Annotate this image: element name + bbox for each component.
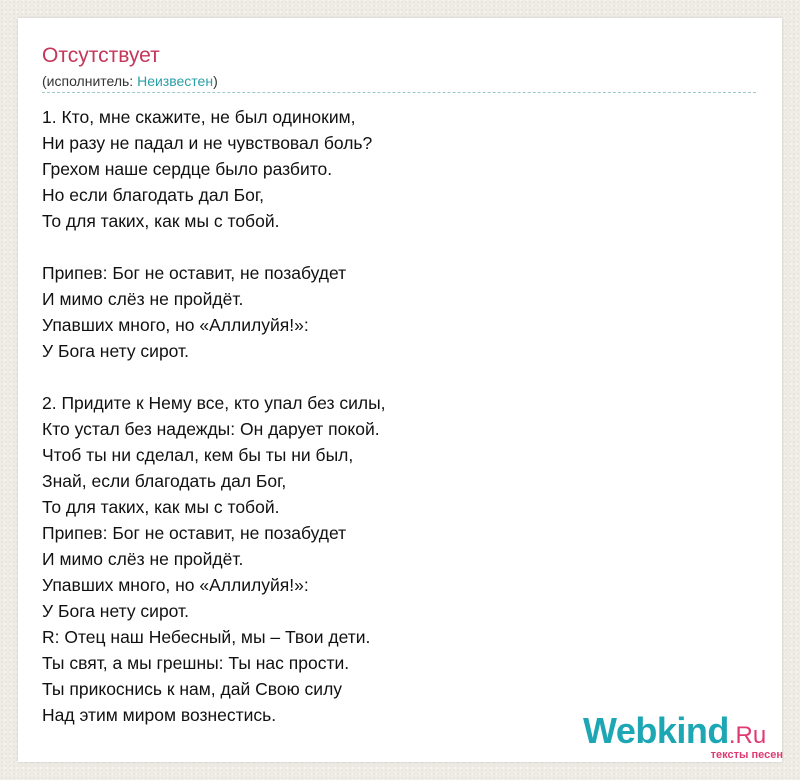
lyric-line: Припев: Бог не оставит, не позабудет [42,523,347,543]
lyric-line: То для таких, как мы с тобой. [42,211,280,231]
artist-prefix: (исполнитель: [42,73,138,89]
lyric-line: И мимо слёз не пройдёт. [42,289,244,309]
artist-line [42,73,218,89]
lyric-line: У Бога нету сирот. [42,601,189,621]
lyric-line: R: Отец наш Небесный, мы – Твои дети. [42,627,371,647]
lyric-line: Чтоб ты ни сделал, кем бы ты ни был, [42,445,354,465]
header-divider [42,92,756,93]
lyric-line: То для таких, как мы с тобой. [42,497,280,517]
logo-suffix: .Ru [728,722,767,749]
lyric-line: Упавших много, но «Аллилуйя!»: [42,315,309,335]
webkind-logo[interactable] [583,710,783,765]
lyric-line: Ты свят, а мы грешны: Ты нас прости. [42,653,350,673]
stanza-break [42,364,762,390]
song-title: Отсутствует [42,44,160,67]
lyric-line: Кто устал без надежды: Он дарует покой. [42,419,380,439]
artist-link[interactable]: Неизвестен [137,73,214,89]
lyric-line: Ни разу не падал и не чувствовал боль? [42,133,373,153]
lyric-line: Припев: Бог не оставит, не позабудет [42,263,347,283]
lyric-line: У Бога нету сирот. [42,341,189,361]
lyrics-card [18,18,782,762]
artist-suffix: ) [213,73,218,89]
lyric-line: 2. Придите к Нему все, кто упал без силы, [42,393,386,413]
stanza-break [42,234,762,260]
logo-subtitle: тексты песен [710,749,783,761]
lyric-line: Но если благодать дал Бог, [42,185,264,205]
lyric-line: Ты прикоснись к нам, дай Свою силу [42,679,343,699]
lyric-line: Грехом наше сердце было разбито. [42,159,333,179]
lyrics-text [42,104,762,728]
logo-wordmark [583,710,766,752]
lyric-line: И мимо слёз не пройдёт. [42,549,244,569]
lyric-line: Знай, если благодать дал Бог, [42,471,287,491]
lyric-line: Над этим миром вознестись. [42,705,277,725]
logo-main-text: Webkind [583,710,729,751]
lyric-line: 1. Кто, мне скажите, не был одиноким, [42,107,356,127]
lyric-line: Упавших много, но «Аллилуйя!»: [42,575,309,595]
